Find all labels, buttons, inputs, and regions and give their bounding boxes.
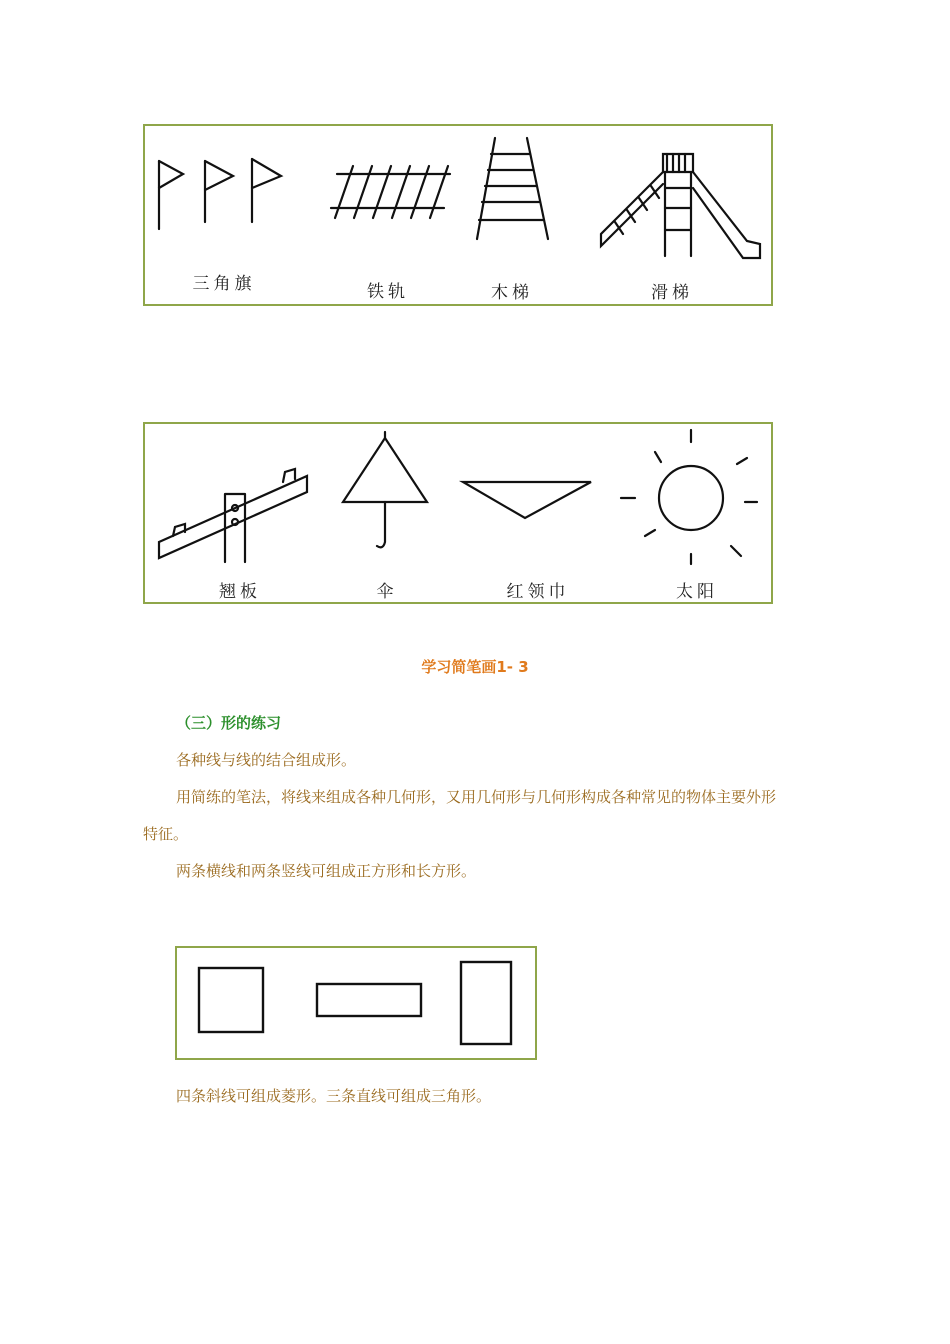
wide-rectangle-drawing xyxy=(317,984,421,1016)
railway-drawing xyxy=(331,166,450,218)
panel-3-drawings xyxy=(177,948,539,1062)
slide-drawing xyxy=(601,154,760,258)
subsection-heading: （三）形的练习 xyxy=(176,714,282,732)
paragraph-3: 两条横线和两条竖线可组成正方形和长方形。 xyxy=(176,862,477,880)
caption-ladder: 木梯 xyxy=(491,283,533,303)
sun-drawing xyxy=(621,430,757,564)
tall-rectangle-drawing xyxy=(461,962,511,1044)
umbrella-drawing xyxy=(343,432,427,547)
paragraph-2-line-2: 特征。 xyxy=(143,825,189,843)
caption-red-scarf: 红领巾 xyxy=(506,582,570,602)
section-heading: 学习简笔画1- 3 xyxy=(421,658,529,676)
square-drawing xyxy=(199,968,263,1032)
caption-seesaw: 翘板 xyxy=(219,582,261,602)
caption-sun: 太阳 xyxy=(676,582,718,602)
paragraph-4: 四条斜线可组成菱形。三条直线可组成三角形。 xyxy=(176,1087,492,1105)
paragraph-2-line-1: 用简练的笔法，将线来组成各种几何形，又用几何形与几何形构成各种常见的物体主要外形 xyxy=(176,788,777,806)
ladder-drawing xyxy=(477,138,548,239)
seesaw-drawing xyxy=(159,469,307,562)
red-scarf-drawing xyxy=(463,482,591,518)
illustration-panel-1 xyxy=(143,124,773,306)
caption-rail: 铁轨 xyxy=(367,282,409,302)
caption-flags: 三角旗 xyxy=(192,274,256,294)
caption-slide: 滑梯 xyxy=(651,283,693,303)
illustration-panel-2 xyxy=(143,422,773,604)
paragraph-1: 各种线与线的结合组成形。 xyxy=(176,751,357,769)
triangle-flags-drawing xyxy=(159,159,281,229)
caption-umbrella: 伞 xyxy=(376,582,398,602)
illustration-panel-3 xyxy=(175,946,537,1060)
